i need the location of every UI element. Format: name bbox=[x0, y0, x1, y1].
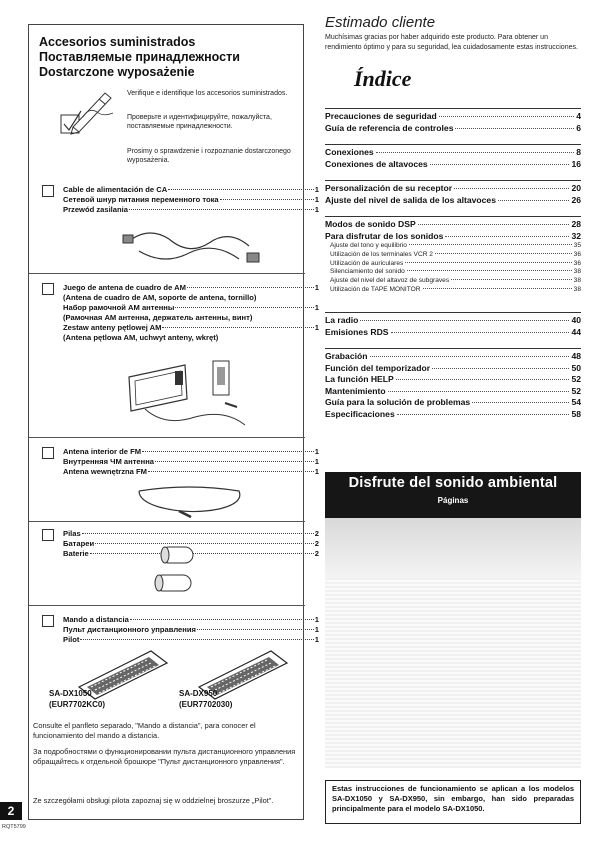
toc-entry-label: Función del temporizador bbox=[325, 362, 431, 373]
toc-leader-dots bbox=[423, 288, 572, 289]
item-remote bbox=[63, 615, 319, 645]
item-qty: 1 bbox=[314, 195, 319, 204]
item-qty: 1 bbox=[314, 303, 319, 312]
notice-box: Estas instrucciones de funcionamiento se aplican a los modelos SA-DX1050 y SA-DX950, sin embargo, han sido preparadas principalmente para el modelo SA-DX1050. bbox=[325, 780, 581, 824]
toc-leader-dots bbox=[397, 414, 570, 415]
toc-leader-dots bbox=[409, 244, 572, 245]
toc-entry-label: Guía de referencia de controles bbox=[325, 122, 454, 133]
document-code: RQT5799 bbox=[2, 824, 26, 830]
item-am-antenna bbox=[63, 283, 319, 343]
toc-leader-dots bbox=[454, 188, 569, 189]
toc-entry[interactable] bbox=[325, 397, 581, 409]
toc-leader-dots bbox=[472, 402, 569, 403]
checklist-pen-illustration bbox=[53, 87, 119, 157]
toc-entry-page: 44 bbox=[571, 326, 581, 337]
accessories-heading-ru: Поставляемые принадлежности bbox=[39, 50, 240, 64]
toc-leader-dots bbox=[439, 116, 574, 117]
toc-entry-page: 38 bbox=[573, 277, 581, 285]
ambient-title: Disfrute del sonido ambiental bbox=[348, 475, 558, 491]
index-title: Índice bbox=[354, 66, 412, 91]
toc-entry-label: Grabación bbox=[325, 351, 368, 361]
checkbox-remote[interactable] bbox=[42, 615, 54, 627]
ambient-subtitle: Páginas bbox=[437, 496, 469, 505]
intro-text-ru: Проверьте и идентифицируйте, пожалуйста, поставляемые принадлежности. bbox=[127, 114, 272, 130]
toc-entry-label: Silenciamiento del sonido bbox=[330, 268, 405, 276]
checkbox-fm-antenna[interactable] bbox=[42, 447, 54, 459]
item-qty: 2 bbox=[314, 529, 319, 538]
divider bbox=[29, 273, 305, 274]
toc-leader-dots bbox=[498, 200, 569, 201]
divider bbox=[29, 521, 305, 522]
toc-group bbox=[325, 216, 581, 295]
toc-entry-label: Ajuste del tono y equilibrio bbox=[330, 242, 407, 249]
note-ru: За подробностями о функционировании пульта дистанционного управления обращайтесь к отдельной брошюре "Пульт дистанционного управления". bbox=[33, 747, 296, 766]
toc-entry-label: Precauciones de seguridad bbox=[325, 111, 437, 121]
divider bbox=[29, 605, 305, 606]
toc-group bbox=[325, 348, 581, 420]
accessories-heading-es: Accesorios suministrados bbox=[39, 35, 196, 49]
toc-leader-dots bbox=[376, 152, 575, 153]
toc-entry[interactable] bbox=[325, 268, 581, 277]
item-fm-antenna bbox=[63, 447, 319, 477]
toc-entry-page: 26 bbox=[571, 194, 581, 205]
toc-entry-page: 52 bbox=[571, 385, 581, 396]
item-qty: 1 bbox=[314, 625, 319, 634]
item-qty: 1 bbox=[314, 447, 319, 456]
toc-entry[interactable] bbox=[325, 159, 581, 171]
toc-entry-label: Utilización de TAPE MONITOR bbox=[330, 285, 421, 293]
item-ac-cable bbox=[63, 185, 319, 215]
toc-group bbox=[325, 144, 581, 170]
item-qty: 1 bbox=[314, 467, 319, 476]
toc-entry-page: 58 bbox=[571, 408, 581, 419]
toc-leader-dots bbox=[396, 379, 570, 380]
toc-entry[interactable] bbox=[325, 409, 581, 421]
toc-entry-page: 28 bbox=[571, 219, 581, 229]
accessories-heading-pl: Dostarczone wyposażenie bbox=[39, 65, 195, 79]
accessories-box bbox=[28, 24, 319, 820]
toc-entry-page: 54 bbox=[571, 397, 581, 407]
model-code-1: (EUR7702KC0) bbox=[49, 700, 106, 709]
item-qty: 1 bbox=[314, 283, 319, 292]
toc-entry-label: Conexiones bbox=[325, 147, 374, 157]
toc-entry-label: Ajuste del nivel del altavoz de subgraves bbox=[330, 277, 450, 285]
toc-group bbox=[325, 312, 581, 338]
toc-entry-label: Utilización de auriculares bbox=[330, 259, 404, 267]
toc-entry-page: 20 bbox=[571, 183, 581, 193]
intro-text-pl: Prosimy o sprawdzenie i rozpoznanie dostarczonego wyposażenia. bbox=[127, 148, 291, 164]
greeting-title: Estimado cliente bbox=[325, 14, 436, 31]
toc-entry[interactable] bbox=[325, 251, 581, 260]
item-label: Przewód zasilania bbox=[63, 205, 128, 214]
toc-entry-page: 52 bbox=[571, 374, 581, 384]
note-es: Consulte el panfleto separado, "Mando a distancia", para conocer el funcionamiento del mando a distancia. bbox=[33, 721, 256, 740]
checkbox-batteries[interactable] bbox=[42, 529, 54, 541]
toc-entry[interactable] bbox=[325, 386, 581, 398]
toc-leader-dots bbox=[405, 262, 571, 263]
item-qty: 1 bbox=[314, 635, 319, 644]
toc-leader-dots bbox=[451, 279, 572, 280]
item-label: Antena interior de FM bbox=[63, 447, 142, 456]
item-qty: 1 bbox=[314, 323, 319, 332]
item-label: Cable de alimentación de CA bbox=[63, 185, 168, 194]
toc-entry-label: Conexiones de altavoces bbox=[325, 158, 428, 169]
toc-entry-page: 38 bbox=[573, 268, 581, 276]
item-label: Набор рамочной AM антенны bbox=[63, 303, 175, 312]
toc-entry[interactable] bbox=[325, 183, 581, 195]
ambient-banner bbox=[325, 472, 581, 518]
batteries-illustration bbox=[151, 543, 211, 603]
toc-entry-page: 35 bbox=[573, 242, 581, 249]
item-qty: 2 bbox=[314, 539, 319, 548]
toc-entry-page: 40 bbox=[571, 315, 581, 325]
model-name-2: SA-DX950 bbox=[179, 689, 218, 698]
item-label: Pilas bbox=[63, 529, 81, 538]
item-label: Zestaw anteny pętlowej AM bbox=[63, 323, 162, 332]
item-label: Juego de antena de cuadro de AM bbox=[63, 283, 186, 292]
toc-entry[interactable] bbox=[325, 374, 581, 386]
checkbox-ac-cable[interactable] bbox=[42, 185, 54, 197]
toc-entry-page: 38 bbox=[573, 285, 581, 293]
item-label: Батареи bbox=[63, 539, 95, 548]
toc-leader-dots bbox=[435, 253, 572, 254]
toc-leader-dots bbox=[445, 236, 569, 237]
toc-entry[interactable] bbox=[325, 286, 581, 295]
toc-entry[interactable] bbox=[325, 231, 581, 243]
toc-entry-page: 50 bbox=[571, 362, 581, 373]
toc-leader-dots bbox=[432, 368, 569, 369]
toc-entry-page: 36 bbox=[573, 259, 581, 267]
page-number: 2 bbox=[0, 802, 22, 820]
toc-leader-dots bbox=[430, 164, 570, 165]
toc-leader-dots bbox=[407, 270, 572, 271]
greeting-text: Muchísimas gracias por haber adquirido este producto. Para obtener un rendimiento óptimo y para su seguridad, lea cuidadosamente estas instrucciones. bbox=[325, 34, 578, 51]
toc-entry-label: Modos de sonido DSP bbox=[325, 219, 416, 229]
item-qty: 2 bbox=[314, 549, 319, 558]
toc-leader-dots bbox=[388, 391, 570, 392]
toc-entry[interactable] bbox=[325, 123, 581, 135]
toc-entry-label: Para disfrutar de los sonidos bbox=[325, 230, 444, 241]
checkbox-am-antenna[interactable] bbox=[42, 283, 54, 295]
toc-leader-dots bbox=[360, 320, 569, 321]
toc-entry-label: Mantenimiento bbox=[325, 385, 386, 396]
item-qty: 1 bbox=[314, 205, 319, 214]
item-label: Antena wewnętrzna FM bbox=[63, 467, 147, 476]
toc-entry[interactable] bbox=[325, 219, 581, 231]
toc-leader-dots bbox=[391, 332, 570, 333]
item-qty: 1 bbox=[314, 457, 319, 466]
ac-cable-illustration bbox=[119, 221, 269, 271]
toc-entry-page: 4 bbox=[576, 111, 581, 121]
toc-group bbox=[325, 180, 581, 206]
toc-entry-label: Emisiones RDS bbox=[325, 326, 389, 337]
toc-leader-dots bbox=[455, 128, 574, 129]
item-label: (Рамочная AM антенна, держатель антенны, винт) bbox=[63, 313, 253, 322]
toc-entry[interactable] bbox=[325, 315, 581, 327]
ambient-image-area bbox=[325, 518, 581, 768]
model-code-2: (EUR7702030) bbox=[179, 700, 233, 709]
toc-entry[interactable] bbox=[325, 351, 581, 363]
item-qty: 1 bbox=[314, 185, 319, 194]
toc-group bbox=[325, 108, 581, 134]
toc-entry[interactable] bbox=[325, 147, 581, 159]
toc-entry[interactable] bbox=[325, 327, 581, 339]
item-label: Baterie bbox=[63, 549, 89, 558]
toc-entry-page: 8 bbox=[576, 147, 581, 157]
model-name-1: SA-DX1050 bbox=[49, 689, 92, 698]
toc-entry[interactable] bbox=[325, 242, 581, 251]
toc-entry-label: Especificaciones bbox=[325, 408, 395, 419]
toc-entry-page: 48 bbox=[571, 351, 581, 361]
toc-entry-label: Ajuste del nivel de salida de los altavoces bbox=[325, 194, 496, 205]
am-antenna-illustration bbox=[125, 347, 265, 433]
toc-entry[interactable] bbox=[325, 111, 581, 123]
intro-text-es: Verifique e identifique los accesorios suministrados. bbox=[127, 90, 288, 97]
item-qty: 1 bbox=[314, 615, 319, 624]
toc-entry-label: La función HELP bbox=[325, 374, 394, 384]
note-pl: Ze szczegółami obsługi pilota zapoznaj się w oddzielnej broszurze „Pilot". bbox=[33, 796, 274, 805]
toc-entry-page: 36 bbox=[573, 250, 581, 258]
item-label: Pilot bbox=[63, 635, 80, 644]
toc-entry-page: 32 bbox=[571, 230, 581, 241]
item-label: Mando a distancia bbox=[63, 615, 129, 624]
item-label: Сетевой шнур питания переменного тока bbox=[63, 195, 219, 204]
toc-leader-dots bbox=[370, 356, 570, 357]
toc-entry-label: Guía para la solución de problemas bbox=[325, 397, 471, 407]
toc-entry[interactable] bbox=[325, 363, 581, 375]
toc-entry-page: 16 bbox=[571, 158, 581, 169]
item-label: (Antena pętlowa AM, uchwyt anteny, wkręt) bbox=[63, 333, 219, 342]
item-label: Внутренняя ЧМ антенна bbox=[63, 457, 155, 466]
item-label: (Antena de cuadro de AM, soporte de antena, tornillo) bbox=[63, 293, 257, 302]
item-label: Пульт дистанционного управления bbox=[63, 625, 196, 634]
divider bbox=[29, 437, 305, 438]
toc-entry-page: 6 bbox=[576, 122, 581, 133]
toc-leader-dots bbox=[418, 224, 570, 225]
fm-antenna-illustration bbox=[129, 481, 249, 523]
toc-entry[interactable] bbox=[325, 260, 581, 269]
toc-entry-label: Personalización de su receptor bbox=[325, 183, 453, 193]
toc-entry[interactable] bbox=[325, 277, 581, 286]
toc-entry-label: Utilización de los terminales VCR 2 bbox=[330, 250, 433, 258]
toc-entry[interactable] bbox=[325, 195, 581, 207]
toc-entry-label: La radio bbox=[325, 315, 359, 325]
